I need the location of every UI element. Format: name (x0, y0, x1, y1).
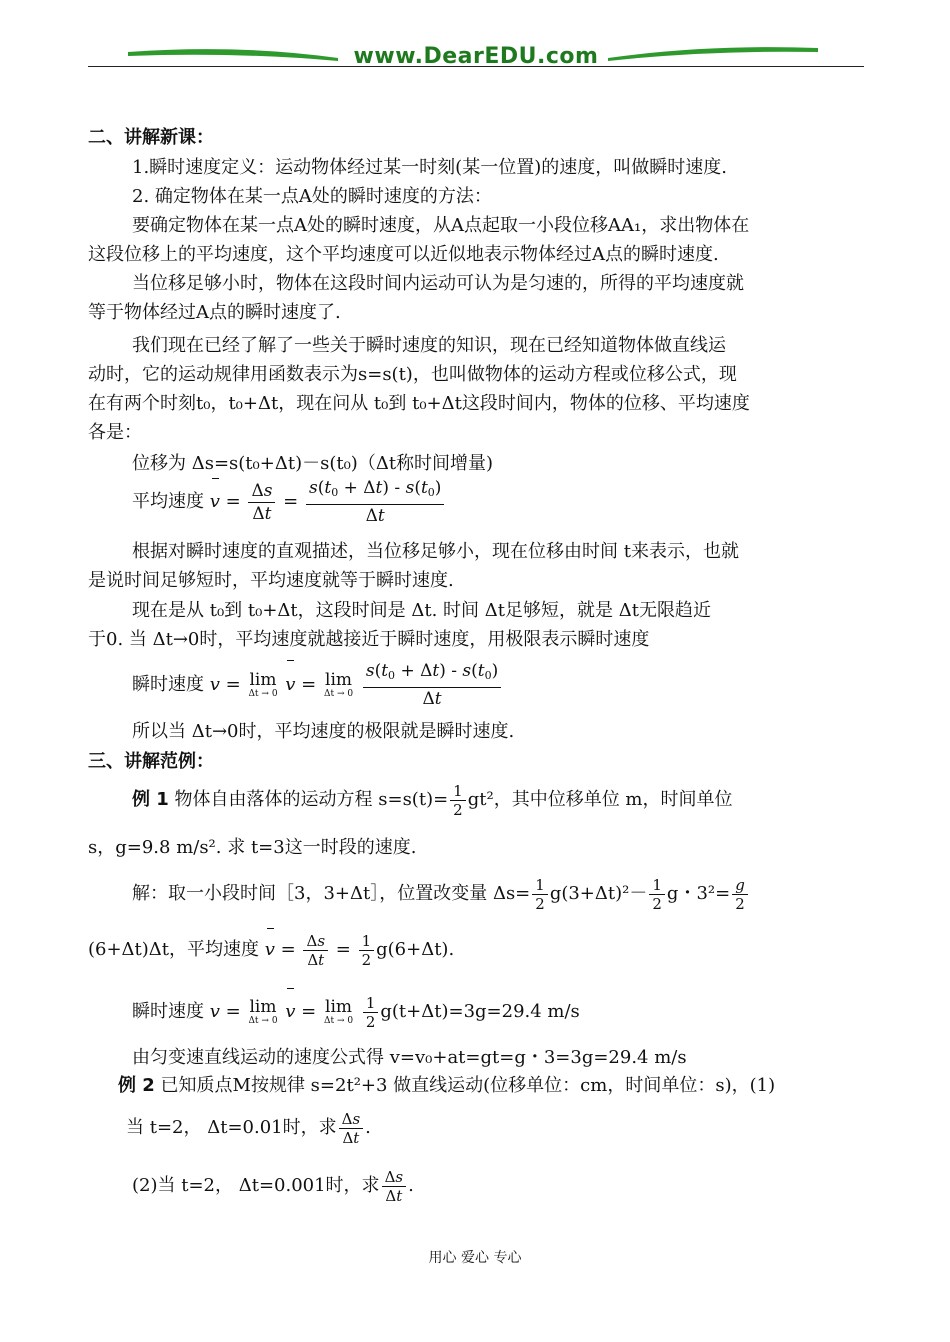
paragraph-line: s，g=9.8 m/s². 求 t=3这一时段的速度. (88, 837, 417, 858)
paragraph-line: 1.瞬时速度定义：运动物体经过某一时刻(某一位置)的速度，叫做瞬时速度. (132, 157, 727, 178)
page-footer: 用心 爱心 专心 (428, 1250, 522, 1266)
section-heading: 三、讲解范例： (88, 751, 214, 772)
site-logo: www.DearEDU.com (353, 44, 599, 69)
paragraph-line: 动时，它的运动规律用函数表示为s=s(t)，也叫做物体的运动方程或位移公式，现 (88, 364, 737, 385)
paragraph-line: 要确定物体在某一点A处的瞬时速度，从A点起取一小段位移AA₁，求出物体在 (132, 215, 750, 236)
header-rule (88, 66, 864, 67)
paragraph-line: 现在是从 t₀到 t₀+Δt，这段时间是 Δt. 时间 Δt足够短，就是 Δt无限趋近 (132, 600, 711, 621)
instantaneous-velocity-formula: 瞬时速度 v = lim Δt → 0 v = lim Δt → 0 $\frac{s(t_0 + \Delta t) - s(t_0)}{\Delta t}$ (132, 660, 868, 710)
instantaneous-velocity-example: 瞬时速度 v = lim Δt → 0 v = lim Δt → 0 $\frac{1}{2}$ g(t+Δt)=3g=29.4 m/s (132, 988, 868, 1036)
paragraph-line: 于0. 当 Δt→0时，平均速度就越接近于瞬时速度，用极限表示瞬时速度 (88, 629, 650, 650)
velocity-formula-line: 由匀变速直线运动的速度公式得 v=v₀+at=gt=g・3=3g=29.4 m/s (132, 1047, 687, 1068)
example-2-statement: 例 2 已知质点M按规律 s=2t²+3 做直线运动(位移单位：cm，时间单位：s)，(1) (118, 1075, 776, 1096)
example-label: 例 1 (132, 789, 169, 810)
section-heading: 二、讲解新课： (88, 127, 214, 148)
paragraph-line: 这段位移上的平均速度，这个平均速度可以近似地表示物体经过A点的瞬时速度. (88, 244, 719, 265)
formula-label: 瞬时速度 (132, 674, 204, 695)
paragraph-line: 2. 确定物体在某一点A处的瞬时速度的方法： (132, 186, 492, 207)
paragraph-line: 各是： (88, 422, 142, 443)
example-2-part-2: (2)当 t=2， Δt=0.001时，求 $\frac{\Delta s}{\Delta t}$ . (132, 1167, 414, 1205)
paragraph-line: 所以当 Δt→0时，平均速度的极限就是瞬时速度. (132, 721, 515, 742)
paragraph-line: 根据对瞬时速度的直观描述，当位移足够小，现在位移由时间 t来表示，也就 (132, 541, 739, 562)
solution-line: (6+Δt)Δt，平均速度 v = $\frac{\Delta s}{\Delta t}$ = $\frac{1}{2}$ g(6+Δt). (88, 928, 868, 972)
paragraph-line: 是说时间足够短时，平均速度就等于瞬时速度. (88, 570, 454, 591)
paragraph-line: 在有两个时刻t₀，t₀+Δt，现在问从 t₀到 t₀+Δt这段时间内，物体的位移、平均速度 (88, 393, 750, 414)
paragraph-line: 当位移足够小时，物体在这段时间内运动可认为是匀速的，所得的平均速度就 (132, 273, 744, 294)
formula-label: 平均速度 (132, 491, 204, 512)
paragraph-line: 等于物体经过A点的瞬时速度了. (88, 302, 341, 323)
example-2-part-1: 当 t=2， Δt=0.01时，求 $\frac{\Delta s}{\Delta t}$ . (126, 1109, 371, 1147)
example-label: 例 2 (118, 1075, 155, 1096)
average-velocity-formula: 平均速度 v = $\frac{\Delta s}{\Delta t}$ = $\frac{s(t_0 + \Delta t) - s(t_0)}{\Delta t}$ (132, 478, 868, 526)
paragraph-line: 我们现在已经了解了一些关于瞬时速度的知识，现在已经知道物体做直线运 (132, 335, 726, 356)
example-1-statement: 例 1 物体自由落体的运动方程 s=s(t)= $\frac{1}{2}$ gt²，其中位移单位 m，时间单位 (132, 781, 733, 819)
displacement-formula: 位移为 Δs=s(t₀+Δt)－s(t₀)（Δt称时间增量) (132, 453, 494, 474)
formula-label: 瞬时速度 (132, 1001, 204, 1022)
page-header (88, 30, 864, 78)
solution-line: 解：取一小段时间［3，3+Δt］，位置改变量 Δs= $\frac{1}{2}$ g(3+Δt)²－ $\frac{1}{2}$ g・3²= $\frac{g}{2}$ (132, 872, 868, 916)
